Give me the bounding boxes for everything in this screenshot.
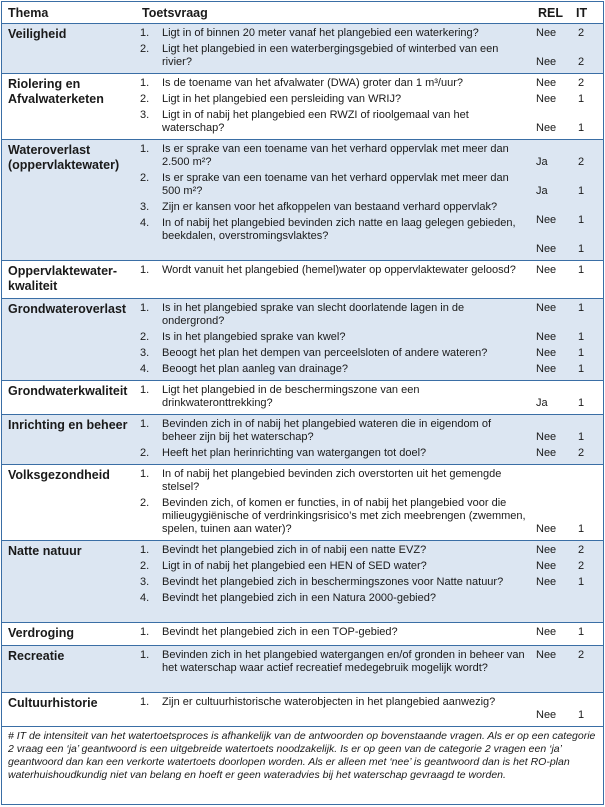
question [140,347,528,360]
row-it [570,140,603,261]
question-number: 3. [140,201,150,213]
table-row [2,693,603,727]
rel-text: Nee [536,523,557,535]
row-questions [136,299,532,381]
row-questions [136,541,532,623]
question [140,418,528,444]
row-it [570,299,603,381]
question [140,93,528,106]
row-questions [136,693,532,727]
it-value [578,77,599,90]
question-text: Ligt het plangebied in de beschermingszone van een drinkwateronttrekking? [162,384,420,409]
it-text: 2 [578,560,585,572]
it-value [578,143,599,169]
it-value [578,43,599,69]
question [140,109,528,135]
rel-value [536,576,566,602]
row-rel [532,261,570,299]
rel-value [536,109,566,135]
table-row [2,415,603,465]
question-text: Is er sprake van een toename van het verhard oppervlak met meer dan 2.500 m²? [162,143,509,168]
rel-value [536,43,566,69]
question-number: 1. [140,27,150,39]
question [140,201,528,214]
it-text: 1 [578,264,585,276]
question-text: Bevinden zich in het plangebied watergangen en/of gronden in beheer van het waterschap waar actief recreatief medegebruik mogelijk wordt? [162,649,525,674]
rel-text: Nee [536,56,557,68]
row-thema: Grondwaterkwaliteit [2,381,136,415]
row-rel [532,381,570,415]
it-text: 1 [578,243,585,255]
row-rel [532,646,570,693]
it-value [578,384,599,410]
it-value [578,302,599,328]
it-value [578,331,599,344]
question-text: Wordt vanuit het plangebied (hemel)water op oppervlaktewater geloosd? [162,264,516,276]
table-row [2,465,603,541]
question-text: Ligt in of nabij het plangebied een HEN of SED water? [162,560,427,572]
question [140,27,528,40]
it-text: 1 [578,431,585,443]
question [140,468,528,494]
rel-text: Nee [536,77,557,89]
row-thema: Cultuurhistorie [2,693,136,727]
row-rel [532,623,570,646]
row-it [570,541,603,623]
question-text: Ligt in het plangebied een persleiding van WRIJ? [162,93,402,105]
it-value [578,264,599,290]
question-text: Ligt het plangebied in een waterbergingsgebied of winterbed van een rivier? [162,43,499,68]
row-questions [136,381,532,415]
question-number: 3. [140,576,150,588]
it-text: 1 [578,363,585,375]
question-number: 1. [140,264,150,276]
it-text: 1 [578,214,585,226]
row-rel [532,541,570,623]
question [140,447,528,460]
it-value [578,626,599,639]
it-text: 1 [578,185,585,197]
rel-value [536,302,566,328]
row-thema: Riolering en Afvalwaterketen [2,74,136,140]
row-thema: Natte natuur [2,541,136,623]
question-number: 1. [140,418,150,430]
question-text: Beoogt het plan aanleg van drainage? [162,363,348,375]
rel-text: Nee [536,363,557,375]
it-text: 1 [578,347,585,359]
it-value [578,468,599,494]
it-value [578,93,599,106]
question [140,497,528,536]
rel-value [536,331,566,344]
question-text: Is er sprake van een toename van het verhard oppervlak met meer dan 500 m²? [162,172,509,197]
rel-text: Nee [536,709,557,721]
rel-text: Nee [536,243,557,255]
question [140,560,528,573]
question-number: 2. [140,172,150,184]
question-text: Bevindt het plangebied zich in beschermingszones voor Natte natuur? [162,576,504,588]
it-value [578,605,599,618]
question [140,302,528,328]
header-it: IT [570,2,603,24]
table-row [2,74,603,140]
row-it [570,415,603,465]
rel-text: Nee [536,576,557,588]
table-row [2,381,603,415]
row-thema: Recreatie [2,646,136,693]
it-value [578,576,599,602]
row-rel [532,74,570,140]
question-number: 1. [140,143,150,155]
question-text: Bevindt het plangebied zich in of nabij een natte EVZ? [162,544,427,556]
rel-value [536,418,566,444]
it-text: 1 [578,93,585,105]
question-number: 2. [140,497,150,509]
row-it [570,646,603,693]
question-number: 1. [140,77,150,89]
row-it [570,381,603,415]
question-text: In of nabij het plangebied bevinden zich overstorten uit het gemengde stelsel? [162,468,502,493]
row-questions [136,261,532,299]
row-it [570,693,603,727]
question-text: Bevindt het plangebied zich in een TOP-gebied? [162,626,398,638]
question [140,592,528,605]
question-number: 2. [140,560,150,572]
rel-value [536,230,566,256]
it-text: 1 [578,709,585,721]
it-text: 1 [578,397,585,409]
question-number: 1. [140,544,150,556]
header-toetsvraag: Toetsvraag [136,2,532,24]
row-questions [136,465,532,541]
question [140,331,528,344]
question [140,264,528,277]
table-row [2,261,603,299]
question [140,217,528,243]
question-text: Zijn er cultuurhistorische waterobjecten in het plangebied aanwezig? [162,696,496,708]
row-questions [136,415,532,465]
row-thema: Veiligheid [2,24,136,74]
rel-text: Ja [536,156,548,168]
row-it [570,465,603,541]
rel-text: Nee [536,331,557,343]
it-value [578,109,599,135]
header-rel: REL [532,2,570,24]
rel-value [536,363,566,376]
rel-text: Nee [536,347,557,359]
header-row [2,2,603,24]
it-value [578,497,599,536]
question-number: 1. [140,649,150,661]
it-text: 1 [578,626,585,638]
row-it [570,623,603,646]
row-rel [532,140,570,261]
rel-value [536,77,566,90]
row-thema: Inrichting en beheer [2,415,136,465]
watertoets-table [2,2,603,726]
question-number: 2. [140,93,150,105]
rel-value [536,626,566,639]
question-number: 4. [140,592,150,604]
table-row [2,24,603,74]
it-text: 2 [578,649,585,661]
question-number: 1. [140,626,150,638]
row-it [570,24,603,74]
question [140,576,528,589]
row-rel [532,24,570,74]
question-number: 4. [140,363,150,375]
it-text: 1 [578,302,585,314]
row-questions [136,74,532,140]
question-text: Is in het plangebied sprake van slecht doorlatende lagen in de ondergrond? [162,302,465,327]
row-thema: Verdroging [2,623,136,646]
row-rel [532,299,570,381]
rel-text: Nee [536,626,557,638]
rel-value [536,696,566,722]
question-text: Is de toename van het afvalwater (DWA) groter dan 1 m³/uur? [162,77,464,89]
rel-text: Nee [536,302,557,314]
watertoets-table-container [1,1,604,805]
question-number: 1. [140,696,150,708]
it-text: 1 [578,122,585,134]
it-value [578,544,599,557]
question-text: Beoogt het plan het dempen van perceelsloten of andere wateren? [162,347,488,359]
question-number: 3. [140,347,150,359]
question [140,143,528,169]
it-text: 1 [578,523,585,535]
header-thema: Thema [2,2,136,24]
rel-value [536,201,566,227]
it-value [578,447,599,460]
it-value [578,201,599,227]
question-number: 2. [140,43,150,55]
row-questions [136,140,532,261]
question [140,544,528,557]
question-text: Ligt in of binnen 20 meter vanaf het plangebied een waterkering? [162,27,479,39]
it-value [578,172,599,198]
question [140,649,528,675]
it-text: 2 [578,56,585,68]
question [140,172,528,198]
row-thema: Wateroverlast (oppervlaktewater) [2,140,136,261]
rel-text: Nee [536,544,557,556]
it-value [578,696,599,722]
it-text: 2 [578,27,585,39]
question-text: Bevinden zich, of komen er functies, in of nabij het plangebied voor die milieugygiënische of verdrinkingsrisico’s met zich meebrengen (zwemmen, spelen, tuinen aan water)? [162,497,526,535]
it-text: 2 [578,544,585,556]
question-number: 1. [140,384,150,396]
rel-value [536,497,566,536]
row-rel [532,415,570,465]
rel-value [536,447,566,460]
row-questions [136,24,532,74]
row-rel [532,465,570,541]
question [140,384,528,410]
rel-value [536,93,566,106]
rel-text: Nee [536,447,557,459]
table-row [2,541,603,623]
rel-text: Nee [536,264,557,276]
table-row [2,140,603,261]
it-value [578,363,599,376]
question [140,363,528,376]
it-value [578,347,599,360]
rel-text: Nee [536,431,557,443]
rel-text: Ja [536,397,548,409]
row-rel [532,693,570,727]
row-thema: Grondwateroverlast [2,299,136,381]
question-text: Heeft het plan herinrichting van watergangen tot doel? [162,447,427,459]
it-text: 2 [578,77,585,89]
rel-text: Nee [536,27,557,39]
table-body [2,24,603,727]
table-row [2,623,603,646]
question-text: Bevindt het plangebied zich in een Natura 2000-gebied? [162,592,436,604]
rel-value [536,468,566,494]
question-number: 1. [140,302,150,314]
question [140,77,528,90]
question-text: Zijn er kansen voor het afkoppelen van bestaand verhard oppervlak? [162,201,498,213]
it-text: 2 [578,156,585,168]
row-thema: Oppervlaktewater-kwaliteit [2,261,136,299]
row-questions [136,646,532,693]
question [140,43,528,69]
it-value [578,418,599,444]
rel-value [536,560,566,573]
rel-value [536,172,566,198]
row-it [570,74,603,140]
rel-value [536,347,566,360]
it-value [578,560,599,573]
question-number: 2. [140,331,150,343]
rel-text: Nee [536,214,557,226]
question-number: 4. [140,217,150,229]
question [140,626,528,639]
it-text: 1 [578,576,585,588]
rel-value [536,143,566,169]
rel-text: Nee [536,560,557,572]
rel-value [536,649,566,688]
it-value [578,649,599,688]
rel-text: Nee [536,649,557,661]
rel-value [536,605,566,618]
footnote: # IT de intensiteit van het watertoetsproces is afhankelijk van de antwoorden op bovenstaande vragen. Als er op een categorie 2 vraag een ‘ja’ geantwoord is een uitgebreide watertoets noodzakelijk. Is er op geen van de categorie 2 vragen een ‘ja’ geantwoord dan kan een verkorte watertoets doorlopen worden. Als er alleen met ‘nee’ is geantwoord dan is het RO-plan waterhuishoudkundig niet van belang en hoeft er geen wateradvies bij het waterschap gevraagd te worden. [2,726,603,785]
row-thema: Volksgezondheid [2,465,136,541]
question-number: 2. [140,447,150,459]
it-value [578,230,599,256]
table-row [2,646,603,693]
row-it [570,261,603,299]
question-text: In of nabij het plangebied bevinden zich natte en laag gelegen gebieden, beekdalen, overstromingsvlaktes? [162,217,516,242]
question-number: 3. [140,109,150,121]
question-text: Bevinden zich in of nabij het plangebied wateren die in eigendom of beheer zijn bij het waterschap? [162,418,492,443]
rel-text: Nee [536,122,557,134]
question-number: 1. [140,468,150,480]
table-row [2,299,603,381]
rel-value [536,544,566,557]
question [140,696,528,709]
it-text: 2 [578,447,585,459]
rel-text: Ja [536,185,548,197]
row-questions [136,623,532,646]
it-text: 1 [578,331,585,343]
it-value [578,27,599,40]
rel-value [536,384,566,410]
rel-value [536,27,566,40]
question-text: Ligt in of nabij het plangebied een RWZI of rioolgemaal van het waterschap? [162,109,469,134]
question-text: Is in het plangebied sprake van kwel? [162,331,346,343]
rel-text: Nee [536,93,557,105]
rel-value [536,264,566,290]
